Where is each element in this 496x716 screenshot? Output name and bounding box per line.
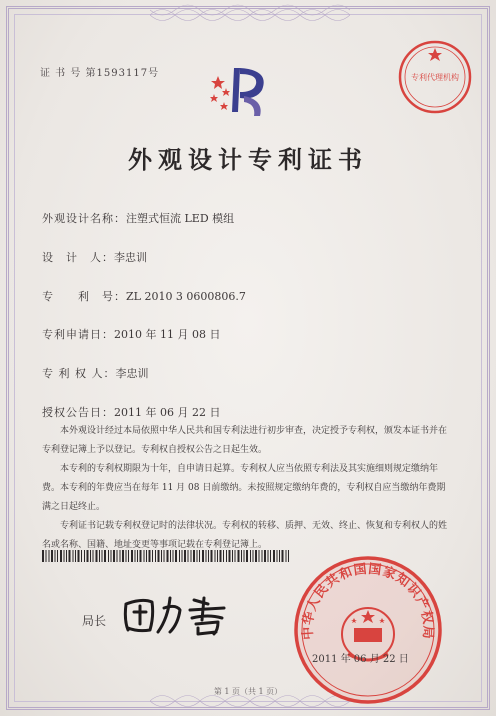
field-designer [42, 249, 147, 265]
field-value: 2010 年 11 月 08 日 [114, 328, 221, 341]
agency-seal-icon [396, 38, 474, 116]
body-paragraph: 本外观设计经过本局依照中华人民共和国专利法进行初步审查，决定授予专利权，颁发本证书并在专利登记簿上予以登记。专利权自授权公告之日起生效。 [42, 426, 448, 455]
top-guilloche-ornament [150, 4, 350, 26]
certificate-body [42, 422, 454, 555]
field-patentee [42, 365, 149, 381]
small-seal-text: 专利代理机构 [411, 73, 459, 82]
certificate-number: 证 书 号 第1593117号 [40, 68, 160, 79]
field-label: 专利申请日： [42, 328, 114, 341]
field-label: 专 利 权 人： [42, 367, 116, 380]
director-signature-icon [118, 590, 238, 636]
barcode-icon [42, 550, 292, 562]
national-emblem-seal-icon [292, 554, 444, 706]
field-patent-number [42, 288, 246, 304]
field-value: 注塑式恒流 LED 模组 [126, 212, 235, 225]
seal-date: 2011 年 06 月 22 日 [312, 654, 409, 665]
sipo-emblem-icon [204, 60, 274, 120]
field-label: 设 计 人： [42, 251, 114, 264]
field-label: 外观设计名称： [42, 212, 126, 225]
page-number: 第 1 页（共 1 页） [213, 687, 283, 696]
field-value: 2011 年 06 月 22 日 [114, 406, 221, 419]
field-label: 授权公告日： [42, 406, 114, 419]
body-paragraph: 专利证书记载专利权登记时的法律状况。专利权的转移、质押、无效、终止、恢复和专利权人的姓名或名称、国籍、地址变更等事项记载在专利登记簿上。 [42, 521, 448, 550]
director-label: 局长 [82, 614, 107, 628]
body-paragraph: 本专利的专利权期限为十年，自申请日起算。专利权人应当依照专利法及其实施细则规定缴纳年费。本专利的年费应当在每年 11 月 08 日前缴纳。未按照规定缴纳年费的，专利权自应当缴纳年费期满之日起终止。 [42, 464, 446, 512]
big-seal-text: 中华人民共和国国家知识产权局 [300, 561, 436, 641]
field-value: 李忠训 [115, 367, 149, 380]
field-value: 李忠训 [114, 251, 147, 264]
field-application-date [42, 326, 220, 342]
field-label: 专 利 号： [42, 290, 126, 303]
field-value: ZL 2010 3 0600806.7 [126, 290, 246, 303]
certificate-title: 外观设计专利证书 [128, 145, 368, 174]
field-design-name [42, 210, 234, 226]
field-grant-date [42, 404, 220, 420]
